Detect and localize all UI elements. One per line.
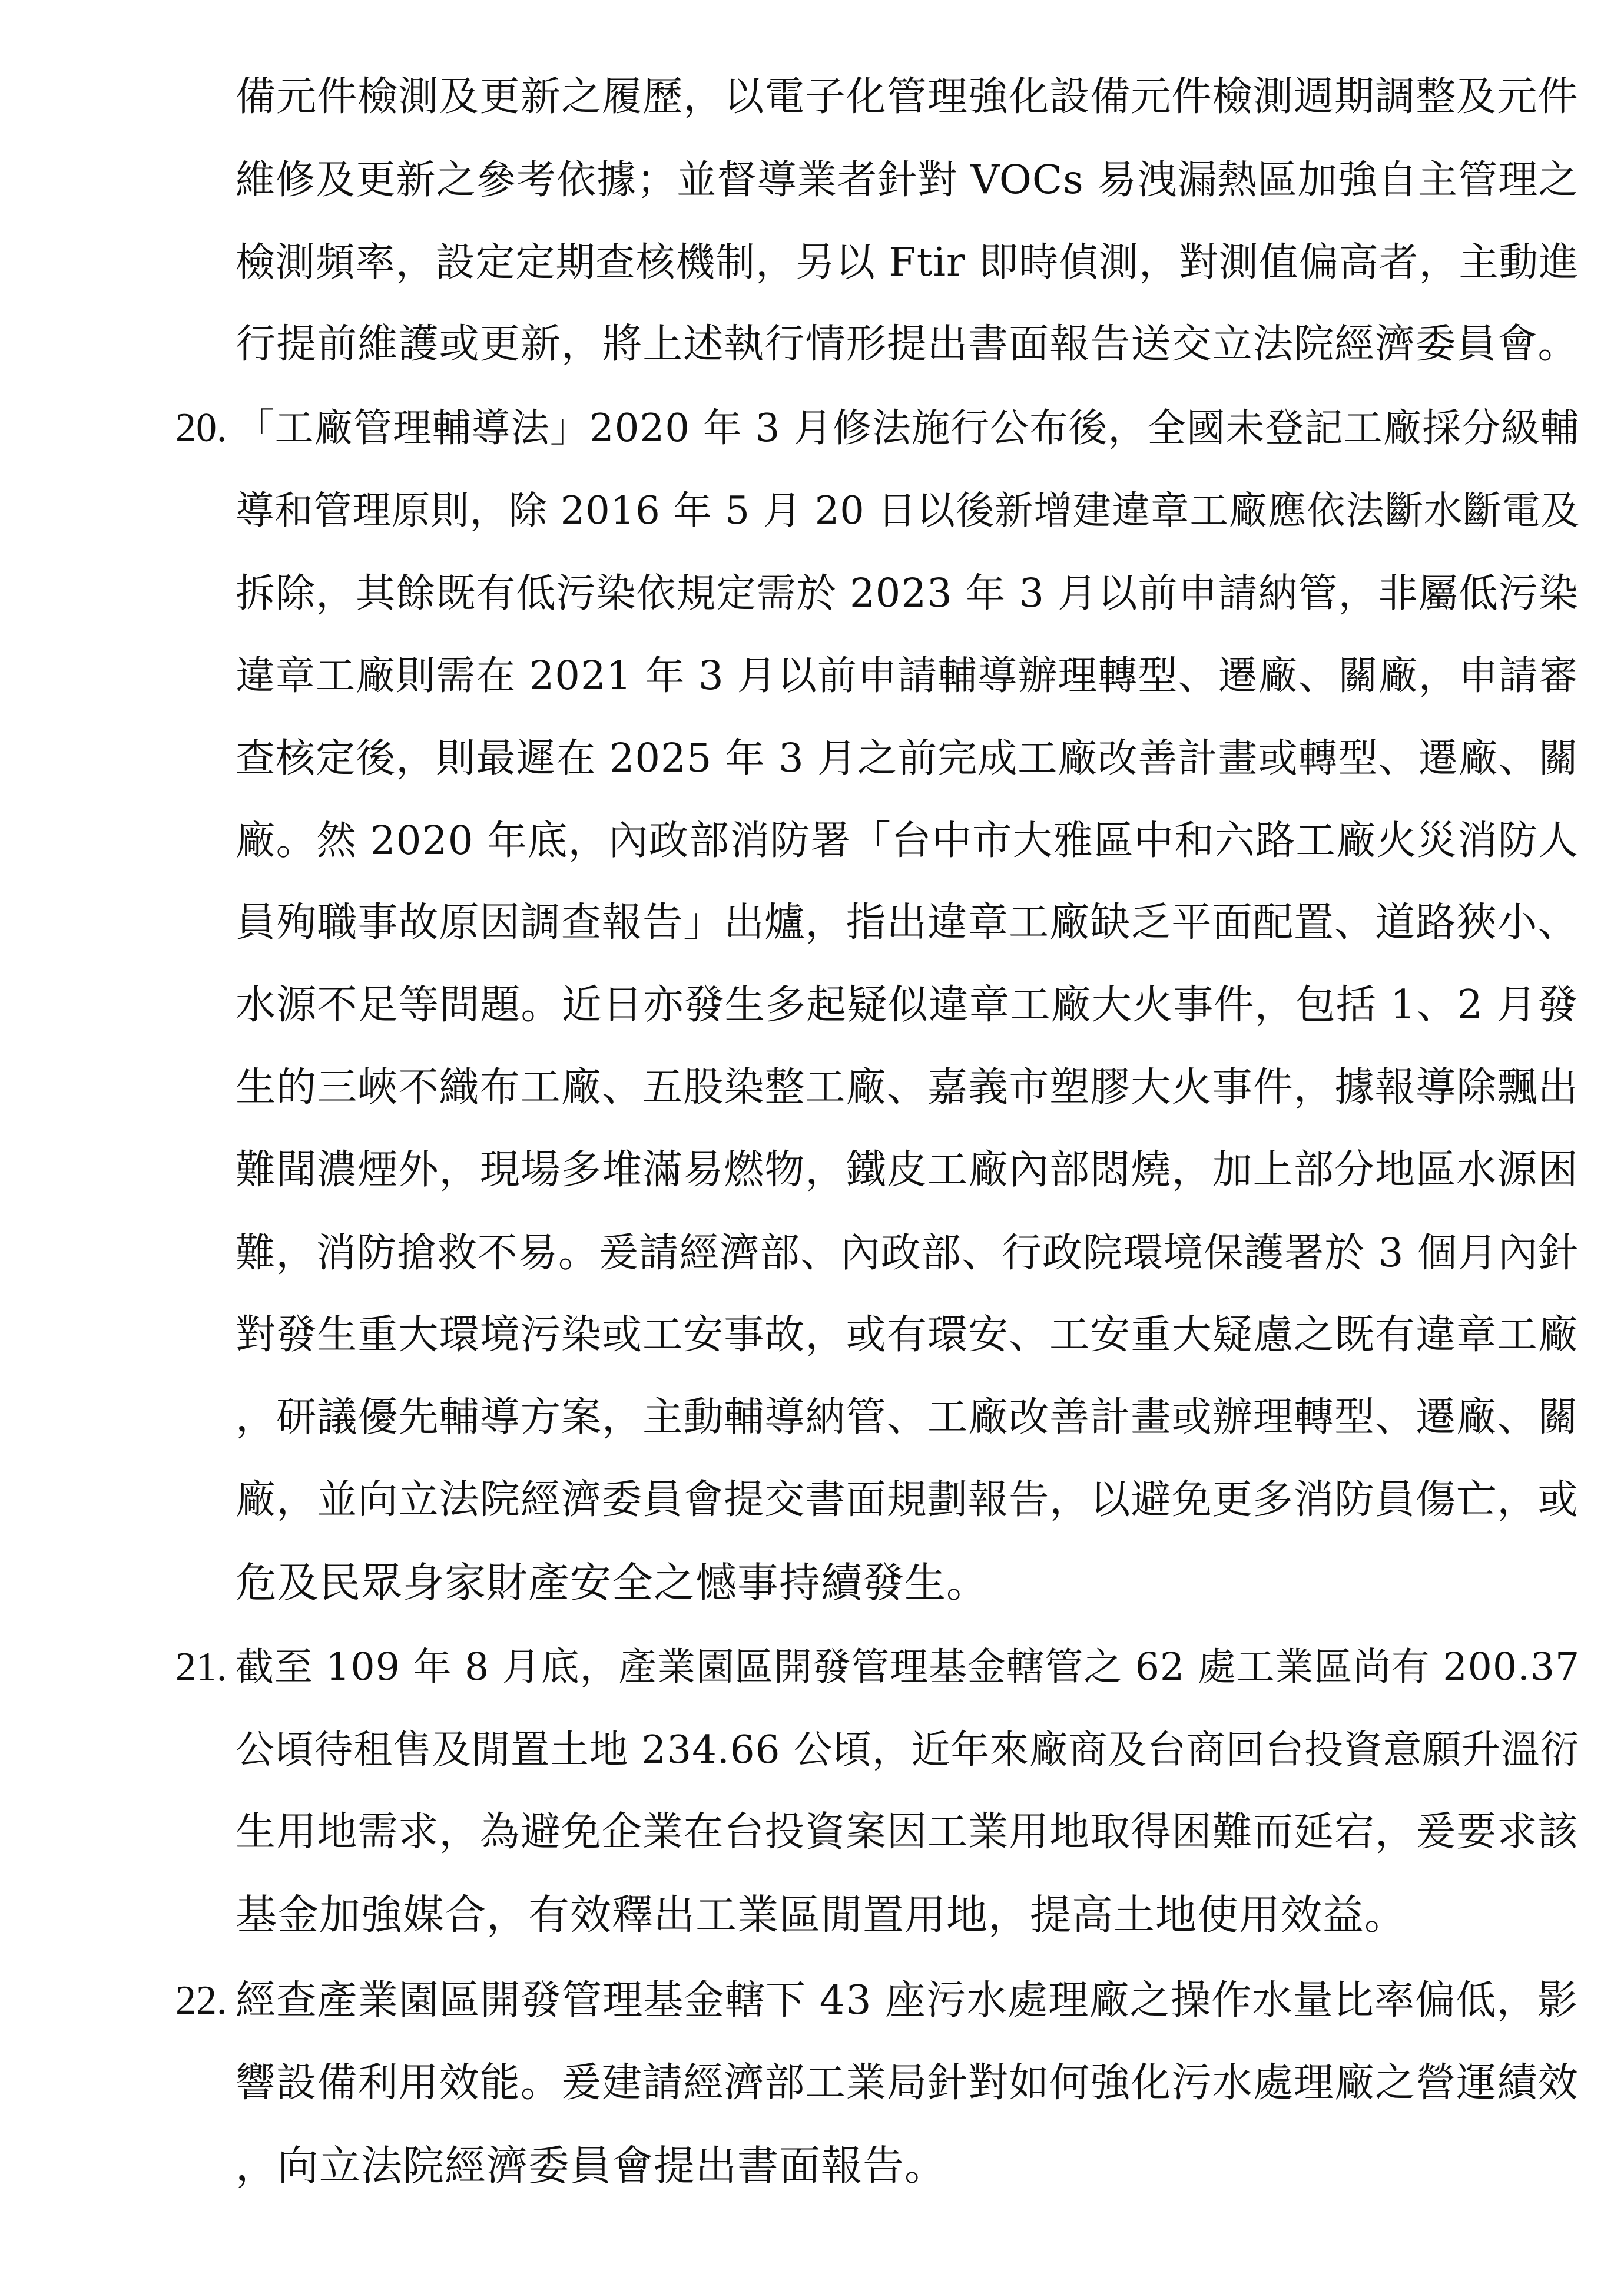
item-line: ，研議優先輔導方案，主動輔導納管、工廠改善計畫或辦理轉型、遷廠、關: [236, 1394, 1579, 1441]
item-line: 經查產業園區開發管理基金轄下 43 座污水處理廠之操作水量比率偏低，影: [236, 1977, 1578, 2024]
item-line: 危及民眾身家財產安全之憾事持續發生。: [236, 1558, 988, 1607]
item-line: 「工廠管理輔導法」2020 年 3 月修法施行公布後，全國未登記工廠採分級輔: [236, 405, 1580, 451]
item-number: 22.: [175, 1978, 227, 2023]
paragraph-line: 檢測頻率，設定定期查核機制，另以 Ftir 即時偵測，對測值偏高者，主動進: [236, 239, 1579, 285]
item-line: 違章工廠則需在 2021 年 3 月以前申請輔導辦理轉型、遷廠、關廠，申請審: [236, 653, 1579, 699]
item-line: 基金加強媒合，有效釋出工業區閒置用地，提高土地使用效益。: [236, 1891, 1406, 1939]
item-line: 拆除，其餘既有低污染依規定需於 2023 年 3 月以前申請納管，非屬低污染: [236, 570, 1579, 616]
item-line: 廠。然 2020 年底，內政部消防署「台中市大雅區中和六路工廠火災消防人: [236, 817, 1579, 863]
item-line: 查核定後，則最遲在 2025 年 3 月之前完成工廠改善計畫或轉型、遷廠、關: [236, 735, 1579, 781]
item-number: 20.: [175, 405, 227, 451]
item-line: 員殉職事故原因調查報告」出爐，指出違章工廠缺乏平面配置、道路狹小、: [236, 899, 1579, 946]
item-line: 公頃待租售及閒置土地 234.66 公頃，近年來廠商及台商回台投資意願升溫衍: [236, 1727, 1580, 1772]
item-line: 水源不足等問題。近日亦發生多起疑似違章工廠大火事件，包括 1、2 月發: [236, 982, 1578, 1028]
item-line: 生用地需求，為避免企業在台投資案因工業用地取得困難而延宕，爰要求該: [236, 1809, 1579, 1855]
item-line: 難，消防搶救不易。爰請經濟部、內政部、行政院環境保護署於 3 個月內針: [236, 1229, 1579, 1276]
paragraph-line: 維修及更新之參考依據；並督導業者針對 VOCs 易洩漏熱區加強自主管理之: [236, 157, 1579, 203]
paragraph-line: 備元件檢測及更新之履歷，以電子化管理強化設備元件檢測週期調整及元件: [236, 74, 1579, 120]
item-line: 響設備利用效能。爰建請經濟部工業局針對如何強化污水處理廠之營運績效: [236, 2060, 1579, 2106]
item-line: ，向立法院經濟委員會提出書面報告。: [236, 2142, 946, 2190]
item-line: 截至 109 年 8 月底，產業園區開發管理基金轄管之 62 處工業區尚有 200.37: [236, 1645, 1580, 1689]
paragraph-line: 行提前維護或更新，將上述執行情形提出書面報告送交立法院經濟委員會。: [236, 321, 1579, 368]
item-line: 生的三峽不織布工廠、五股染整工廠、嘉義市塑膠大火事件，據報導除飄出: [236, 1064, 1579, 1111]
item-line: 難聞濃煙外，現場多堆滿易燃物，鐵皮工廠內部悶燒，加上部分地區水源困: [236, 1147, 1579, 1193]
item-line: 對發生重大環境污染或工安事故，或有環安、工安重大疑慮之既有違章工廠: [236, 1312, 1579, 1358]
item-line: 導和管理原則，除 2016 年 5 月 20 日以後新增建違章工廠應依法斷水斷電及: [236, 488, 1580, 533]
item-line: 廠，並向立法院經濟委員會提交書面規劃報告，以避免更多消防員傷亡，或: [236, 1477, 1579, 1523]
item-number: 21.: [175, 1644, 227, 1690]
